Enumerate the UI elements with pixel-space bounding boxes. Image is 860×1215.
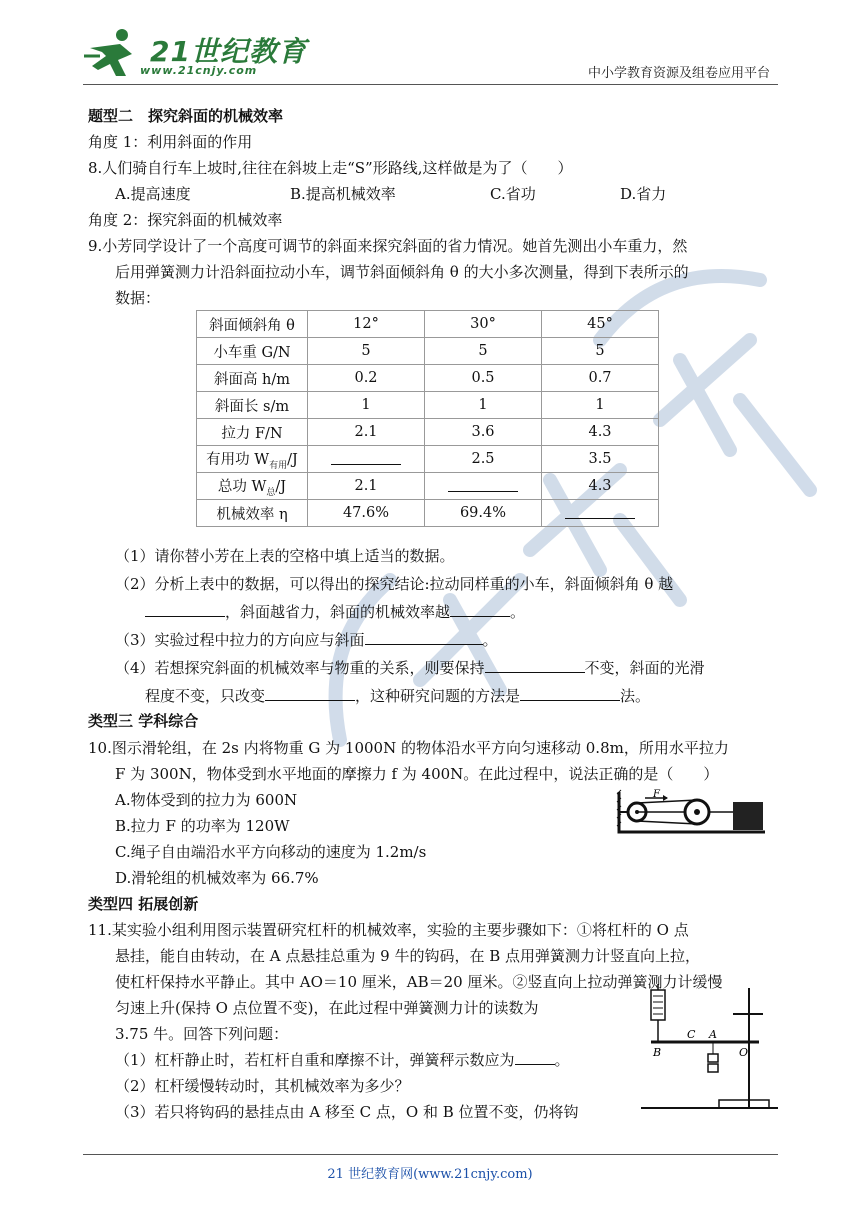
q9-sub3-end: 。 — [482, 631, 498, 649]
figure-label-F: F — [653, 789, 660, 800]
table-cell: 3.6 — [425, 419, 542, 446]
table-cell: 3.5 — [542, 446, 659, 473]
figure-label-A: A — [709, 1028, 717, 1041]
table-cell: 5 — [542, 338, 659, 365]
figure-label-C: C — [687, 1028, 696, 1041]
data-table — [196, 310, 659, 527]
table-cell: 69.4% — [425, 500, 542, 527]
q10-option-b: B.拉力 F 的功率为 120W — [115, 817, 290, 835]
q10-option-c: C.绳子自由端沿水平方向移动的速度为 1.2m/s — [115, 843, 427, 861]
row-label-total-work — [197, 473, 308, 500]
table-cell: 0.5 — [425, 365, 542, 392]
row-label-useful-work — [197, 446, 308, 473]
table-cell: 5 — [425, 338, 542, 365]
section2-title: 题型二 探究斜面的机械效率 — [88, 107, 284, 125]
figure-label-B: B — [653, 1046, 662, 1059]
table-row — [197, 338, 659, 365]
q9-sub4-text-b: 不变，斜面的光滑 — [584, 659, 705, 677]
q9-line-3: 数据： — [115, 289, 161, 307]
answer-blank[interactable] — [308, 446, 425, 473]
q11-sub3: （3）若只将钩码的悬挂点由 A 移至 C 点，O 和 B 位置不变，仍将钩 — [115, 1103, 579, 1121]
pulley-figure — [615, 788, 765, 838]
q10-option-a: A.物体受到的拉力为 600N — [115, 791, 298, 809]
q11-sub1-end: 。 — [554, 1051, 570, 1069]
brand-name: 21世纪教育 — [150, 35, 307, 68]
table-cell: 0.7 — [542, 365, 659, 392]
table-row — [197, 365, 659, 392]
q9-sub1: （1）请你替小芳在上表的空格中填上适当的数据。 — [115, 547, 455, 565]
q8-option-a: A.提高速度 — [115, 185, 191, 203]
q9-sub3 — [115, 630, 498, 650]
q9-sub4-a — [115, 658, 705, 678]
table-row — [197, 419, 659, 446]
row-label: 斜面高 h/m — [197, 365, 308, 392]
q11-line-1: 11.某实验小组利用图示装置研究杠杆的机械效率，实验的主要步骤如下：①将杠杆的 O 点 — [88, 921, 689, 939]
q8-option-c: C.省功 — [490, 185, 536, 203]
table-cell: 2.5 — [425, 446, 542, 473]
q8-option-d: D.省力 — [620, 185, 667, 203]
answer-blank[interactable] — [145, 602, 225, 617]
q9-sub4-text-e: 法。 — [620, 687, 651, 705]
table-cell: 45° — [542, 311, 659, 338]
row-label: 机械效率 η — [197, 500, 308, 527]
table-cell: 2.1 — [308, 419, 425, 446]
q9-sub3-text: （3）实验过程中拉力的方向应与斜面 — [115, 631, 365, 649]
label-sub: 总 — [266, 487, 276, 498]
q8-stem: 8.人们骑自行车上坡时,往往在斜坡上走“S”形路线,这样做是为了（ ） — [88, 159, 573, 177]
table-cell: 1 — [425, 392, 542, 419]
q9-line-2: 后用弹簧测力计沿斜面拉动小车，调节斜面倾斜角 θ 的大小多次测量，得到下表所示的 — [115, 263, 689, 281]
answer-blank[interactable] — [542, 500, 659, 527]
q8-option-b: B.提高机械效率 — [290, 185, 396, 203]
label-unit: /J — [275, 478, 287, 495]
row-label: 斜面倾斜角 θ — [197, 311, 308, 338]
table-cell: 4.3 — [542, 419, 659, 446]
section3-title: 类型三 学科综合 — [88, 712, 199, 730]
q10-line-2: F 为 300N，物体受到水平地面的摩擦力 f 为 400N。在此过程中，说法正确的是（ ） — [115, 765, 719, 783]
figure-label-O: O — [739, 1046, 749, 1059]
answer-blank[interactable] — [515, 1050, 555, 1065]
table-row — [197, 392, 659, 419]
row-label: 拉力 F/N — [197, 419, 308, 446]
q10-option-d: D.滑轮组的机械效率为 66.7% — [115, 869, 319, 887]
q9-sub2-a: （2）分析上表中的数据，可以得出的探究结论:拉动同样重的小车，斜面倾斜角 θ 越 — [115, 575, 674, 593]
q11-line-3: 使杠杆保持水平静止。其中 AO＝10 厘米，AB＝20 厘米。②竖直向上拉动弹簧测力计缓慢 — [115, 973, 723, 991]
table-row — [197, 311, 659, 338]
q11-sub1-text: （1）杠杆静止时，若杠杆自重和摩擦不计，弹簧秤示数应为 — [115, 1051, 515, 1069]
q11-line-5: 3.75 牛。回答下列问题： — [115, 1025, 289, 1043]
table-cell: 5 — [308, 338, 425, 365]
table-cell: 1 — [308, 392, 425, 419]
table-cell: 2.1 — [308, 473, 425, 500]
table-cell: 30° — [425, 311, 542, 338]
label-unit: /J — [287, 451, 298, 468]
table-row — [197, 473, 659, 500]
q9-sub4-text-a: （4）若想探究斜面的机械效率与物重的关系，则要保持 — [115, 659, 485, 677]
brand-url: www.21cnjy.com — [140, 64, 258, 77]
q11-line-4: 匀速上升(保持 O 点位置不变)，在此过程中弹簧测力计的读数为 — [115, 999, 539, 1017]
header-divider — [83, 84, 778, 85]
q11-sub2: （2）杠杆缓慢转动时，其机械效率为多少？ — [115, 1077, 410, 1095]
q9-sub4-text-c: 程度不变，只改变 — [145, 687, 266, 705]
q9-sub2-mid: ，斜面越省力，斜面的机械效率越 — [225, 603, 451, 621]
q10-line-1: 10.图示滑轮组，在 2s 内将物重 G 为 1000N 的物体沿水平方向匀速移动 0.8m，所用水平拉力 — [88, 739, 729, 757]
answer-blank[interactable] — [520, 686, 620, 701]
table-cell: 12° — [308, 311, 425, 338]
answer-blank[interactable] — [365, 630, 483, 645]
table-cell: 47.6% — [308, 500, 425, 527]
angle1-heading: 角度 1：利用斜面的作用 — [88, 133, 253, 151]
answer-blank[interactable] — [425, 473, 542, 500]
table-cell: 0.2 — [308, 365, 425, 392]
q9-sub2-end: 。 — [510, 603, 526, 621]
table-row — [197, 446, 659, 473]
q9-line-1: 9.小芳同学设计了一个高度可调节的斜面来探究斜面的省力情况。她首先测出小车重力，然 — [88, 237, 688, 255]
section4-title: 类型四 拓展创新 — [88, 895, 199, 913]
footer-text[interactable]: 21 世纪教育网(www.21cnjy.com) — [327, 1167, 533, 1182]
table-cell: 1 — [542, 392, 659, 419]
label-main: 有用功 W — [206, 451, 270, 468]
answer-blank[interactable] — [265, 686, 355, 701]
platform-name: 中小学教育资源及组卷应用平台 — [587, 66, 770, 81]
q9-sub4-b — [145, 686, 650, 706]
answer-blank[interactable] — [450, 602, 510, 617]
row-label: 小车重 G/N — [197, 338, 308, 365]
label-sub: 有用 — [269, 460, 288, 471]
angle2-heading: 角度 2：探究斜面的机械效率 — [88, 211, 283, 229]
row-label: 斜面长 s/m — [197, 392, 308, 419]
q9-sub4-text-d: ，这种研究问题的方法是 — [355, 687, 521, 705]
answer-blank[interactable] — [485, 658, 585, 673]
lever-figure — [633, 984, 778, 1114]
table-row — [197, 500, 659, 527]
q9-sub2-b — [145, 602, 525, 622]
table-cell: 4.3 — [542, 473, 659, 500]
footer-divider — [83, 1154, 778, 1155]
q11-line-2: 悬挂，能自由转动，在 A 点悬挂总重为 9 牛的钩码，在 B 点用弹簧测力计竖直向上拉， — [115, 947, 701, 965]
q11-sub1 — [115, 1050, 570, 1070]
label-main: 总功 W — [217, 478, 267, 495]
